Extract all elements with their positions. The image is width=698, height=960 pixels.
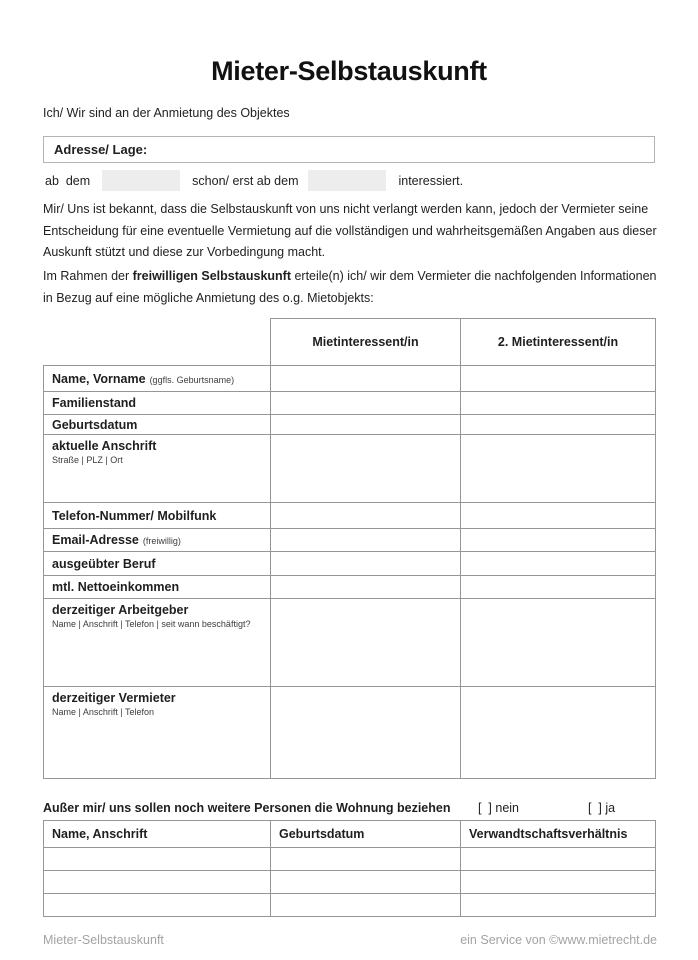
persons-input-cell[interactable] bbox=[44, 848, 271, 871]
persons-column-header: Geburtsdatum bbox=[271, 821, 461, 848]
date-middle-label: schon/ erst ab dem bbox=[192, 173, 299, 188]
input-cell-applicant1[interactable] bbox=[271, 366, 461, 392]
input-cell-applicant2[interactable] bbox=[461, 503, 656, 529]
table-row bbox=[44, 599, 656, 687]
persons-table-row bbox=[44, 871, 656, 894]
row-note: (freiwillig) bbox=[142, 536, 181, 546]
persons-input-cell[interactable] bbox=[461, 848, 656, 871]
input-cell-applicant1[interactable] bbox=[271, 576, 461, 599]
persons-input-cell[interactable] bbox=[461, 894, 656, 917]
table-row bbox=[44, 529, 656, 552]
table-row bbox=[44, 435, 656, 503]
row-label: Email-Adresse bbox=[52, 533, 139, 547]
table-row bbox=[44, 366, 656, 392]
address-input[interactable] bbox=[147, 137, 654, 162]
column-header-mietinteressent: Mietinteressent/in bbox=[271, 319, 461, 366]
persons-table-row bbox=[44, 894, 656, 917]
input-cell-applicant1[interactable] bbox=[271, 599, 461, 687]
input-cell-applicant2[interactable] bbox=[461, 392, 656, 415]
persons-input-cell[interactable] bbox=[461, 871, 656, 894]
intro-line: Ich/ Wir sind an der Anmietung des Objektes bbox=[43, 106, 290, 120]
row-label: Name, Vorname bbox=[52, 371, 146, 386]
household-question-line bbox=[43, 801, 659, 815]
page-footer bbox=[43, 933, 657, 947]
row-label: ausgeübter Beruf bbox=[52, 556, 156, 571]
row-note: Straße | PLZ | Ort bbox=[52, 455, 123, 465]
paragraph2-bold: freiwilligen Selbstauskunft bbox=[132, 269, 291, 283]
table-row bbox=[44, 687, 656, 779]
applicant-table-header-row bbox=[44, 319, 656, 366]
disclaimer-paragraph: Mir/ Uns ist bekannt, dass die Selbstauskunft von uns nicht verlangt werden kann, jedoch der Vermieter seine Entscheidung für eine eventuelle Vermietung auf die vollständigen und wahrheitsgemäßen Angaben aus dieser Auskunft stützt und diese zur Vorbedingung macht. bbox=[43, 202, 657, 259]
persons-table-header-row bbox=[44, 821, 656, 848]
persons-table-row bbox=[44, 848, 656, 871]
input-cell-applicant1[interactable] bbox=[271, 552, 461, 576]
input-cell-applicant2[interactable] bbox=[461, 366, 656, 392]
row-label-cell bbox=[44, 687, 271, 779]
checkbox-nein[interactable]: [ ] nein bbox=[478, 801, 519, 815]
input-cell-applicant1[interactable] bbox=[271, 435, 461, 503]
input-cell-applicant1[interactable] bbox=[271, 687, 461, 779]
input-cell-applicant1[interactable] bbox=[271, 392, 461, 415]
persons-column-header: Verwandtschaftsverhältnis bbox=[461, 821, 656, 848]
checkbox-ja[interactable]: [ ] ja bbox=[588, 801, 616, 815]
persons-input-cell[interactable] bbox=[44, 871, 271, 894]
date-alt-field[interactable] bbox=[308, 170, 386, 191]
row-label: Geburtsdatum bbox=[52, 417, 138, 432]
paragraph2-post: erteile(n) ich/ wir dem Vermieter die nachfolgenden Informationen in Bezug auf eine mögliche Anmietung des o.g. Mietobjekts: bbox=[43, 269, 657, 305]
row-label-cell bbox=[44, 415, 271, 435]
address-box bbox=[43, 136, 655, 163]
input-cell-applicant2[interactable] bbox=[461, 415, 656, 435]
applicant-table bbox=[43, 318, 656, 779]
row-label: derzeitiger Vermieter bbox=[52, 691, 176, 705]
date-suffix-label: interessiert. bbox=[398, 173, 464, 188]
row-note: (ggfls. Geburtsname) bbox=[149, 374, 235, 385]
address-label: Adresse/ Lage: bbox=[54, 142, 148, 157]
date-prefix-label: ab dem bbox=[45, 173, 91, 188]
date-from-field[interactable] bbox=[102, 170, 180, 191]
paragraph2-pre: Im Rahmen der bbox=[43, 269, 133, 283]
input-cell-applicant2[interactable] bbox=[461, 435, 656, 503]
footer-right: ein Service von ©www.mietrecht.de bbox=[460, 933, 657, 947]
voluntary-paragraph bbox=[43, 266, 659, 309]
input-cell-applicant2[interactable] bbox=[461, 529, 656, 552]
table-row bbox=[44, 392, 656, 415]
row-label: derzeitiger Arbeitgeber bbox=[52, 603, 189, 617]
additional-persons-table bbox=[43, 820, 656, 917]
row-label: Telefon-Nummer/ Mobilfunk bbox=[52, 508, 217, 523]
input-cell-applicant1[interactable] bbox=[271, 503, 461, 529]
table-row bbox=[44, 415, 656, 435]
row-label-cell bbox=[44, 366, 271, 392]
input-cell-applicant2[interactable] bbox=[461, 552, 656, 576]
row-note: Name | Anschrift | Telefon | seit wann beschäftigt? bbox=[52, 619, 251, 629]
persons-input-cell[interactable] bbox=[271, 894, 461, 917]
persons-input-cell[interactable] bbox=[44, 894, 271, 917]
page-title: Mieter-Selbstauskunft bbox=[211, 56, 487, 86]
input-cell-applicant1[interactable] bbox=[271, 529, 461, 552]
household-question: Außer mir/ uns sollen noch weitere Personen die Wohnung beziehen bbox=[43, 801, 451, 815]
row-label-cell bbox=[44, 529, 271, 552]
date-line bbox=[45, 170, 463, 191]
input-cell-applicant1[interactable] bbox=[271, 415, 461, 435]
input-cell-applicant2[interactable] bbox=[461, 599, 656, 687]
row-label-cell bbox=[44, 435, 271, 503]
column-header-zweiter-mietinteressent: 2. Mietinteressent/in bbox=[461, 319, 656, 366]
row-label-cell bbox=[44, 503, 271, 529]
row-label: mtl. Nettoeinkommen bbox=[52, 580, 180, 594]
input-cell-applicant2[interactable] bbox=[461, 687, 656, 779]
row-label: Familienstand bbox=[52, 396, 137, 410]
row-note: Name | Anschrift | Telefon bbox=[52, 707, 155, 717]
footer-left: Mieter-Selbstauskunft bbox=[43, 933, 164, 947]
persons-input-cell[interactable] bbox=[271, 848, 461, 871]
header-spacer-cell bbox=[44, 319, 271, 366]
row-label: aktuelle Anschrift bbox=[52, 439, 157, 453]
row-label-cell bbox=[44, 576, 271, 599]
row-label-cell bbox=[44, 599, 271, 687]
table-row bbox=[44, 576, 656, 599]
input-cell-applicant2[interactable] bbox=[461, 576, 656, 599]
row-label-cell bbox=[44, 552, 271, 576]
persons-input-cell[interactable] bbox=[271, 871, 461, 894]
table-row bbox=[44, 503, 656, 529]
persons-column-header: Name, Anschrift bbox=[44, 821, 271, 848]
row-label-cell bbox=[44, 392, 271, 415]
table-row bbox=[44, 552, 656, 576]
